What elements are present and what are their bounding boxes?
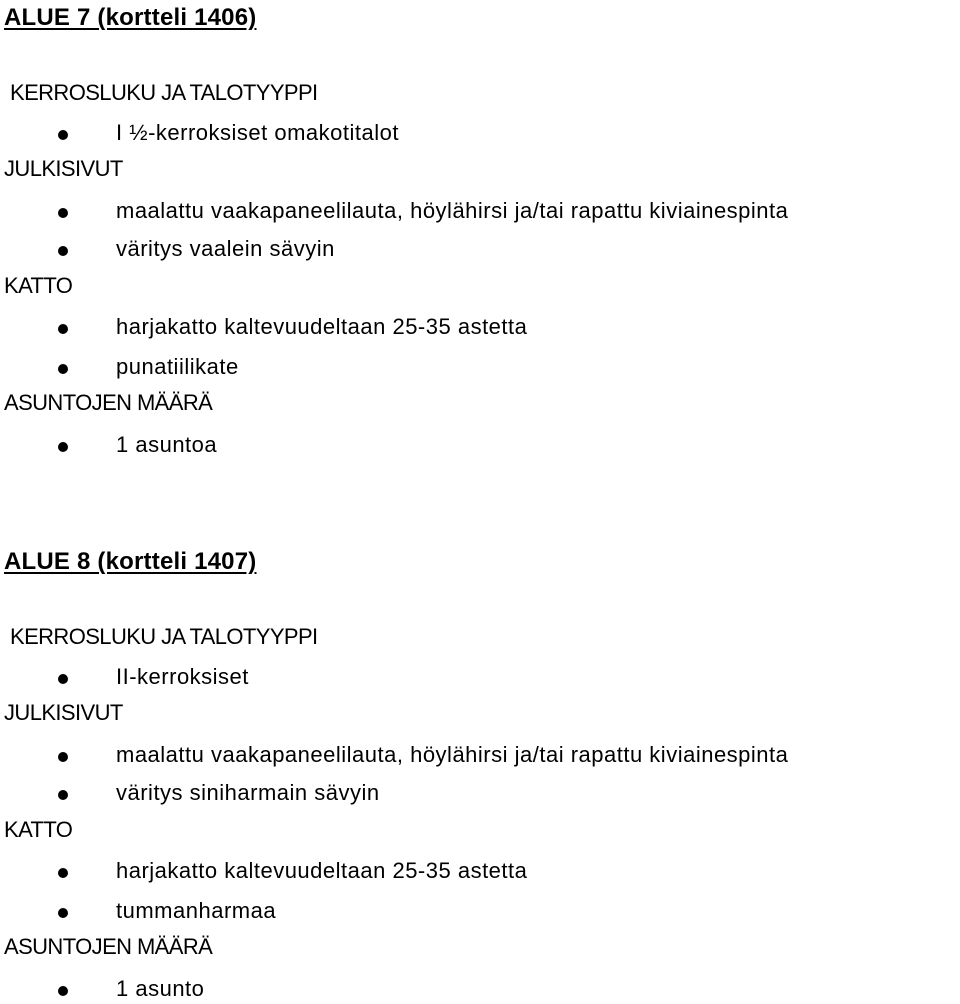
bullet-icon [58,986,68,996]
list-item-text: punatiilikate [116,354,239,379]
list-item-text: 1 asuntoa [116,432,218,457]
list-item-text: väritys vaalein sävyin [116,236,335,261]
bullet-icon [58,674,68,684]
bullet-icon [58,790,68,800]
heading-unit-count: ASUNTOJEN MÄÄRÄ [4,934,213,959]
bullet-icon [58,130,68,140]
heading-facades: JULKISIVUT [4,700,123,725]
bullet-icon [58,246,68,256]
heading-floors-type: KERROSLUKU JA TALOTYYPPI [10,624,318,649]
bullet-icon [58,442,68,452]
heading-floors-type: KERROSLUKU JA TALOTYYPPI [10,80,318,105]
bullet-icon [58,324,68,334]
bullet-icon [58,364,68,374]
heading-facades: JULKISIVUT [4,156,123,181]
list-item-text: II-kerroksiset [116,664,249,689]
area-8-title: ALUE 8 (kortteli 1407) [4,548,257,575]
list-item-text: 1 asunto [116,976,205,1001]
bullet-icon [58,208,68,218]
heading-roof: KATTO [4,817,73,842]
list-item-text: väritys siniharmain sävyin [116,780,380,805]
bullet-icon [58,868,68,878]
bullet-icon [58,908,68,918]
list-item-text: harjakatto kaltevuudeltaan 25-35 astetta [116,314,528,339]
list-item-text: maalattu vaakapaneelilauta, höylähirsi ja/tai rapattu kiviainespinta [116,198,789,223]
list-item-text: I ½-kerroksiset omakotitalot [116,120,399,145]
heading-unit-count: ASUNTOJEN MÄÄRÄ [4,390,213,415]
list-item-text: harjakatto kaltevuudeltaan 25-35 astetta [116,858,528,883]
list-item-text: tummanharmaa [116,898,277,923]
bullet-icon [58,752,68,762]
heading-roof: KATTO [4,273,73,298]
list-item-text: maalattu vaakapaneelilauta, höylähirsi ja/tai rapattu kiviainespinta [116,742,789,767]
area-7-title: ALUE 7 (kortteli 1406) [4,4,257,31]
